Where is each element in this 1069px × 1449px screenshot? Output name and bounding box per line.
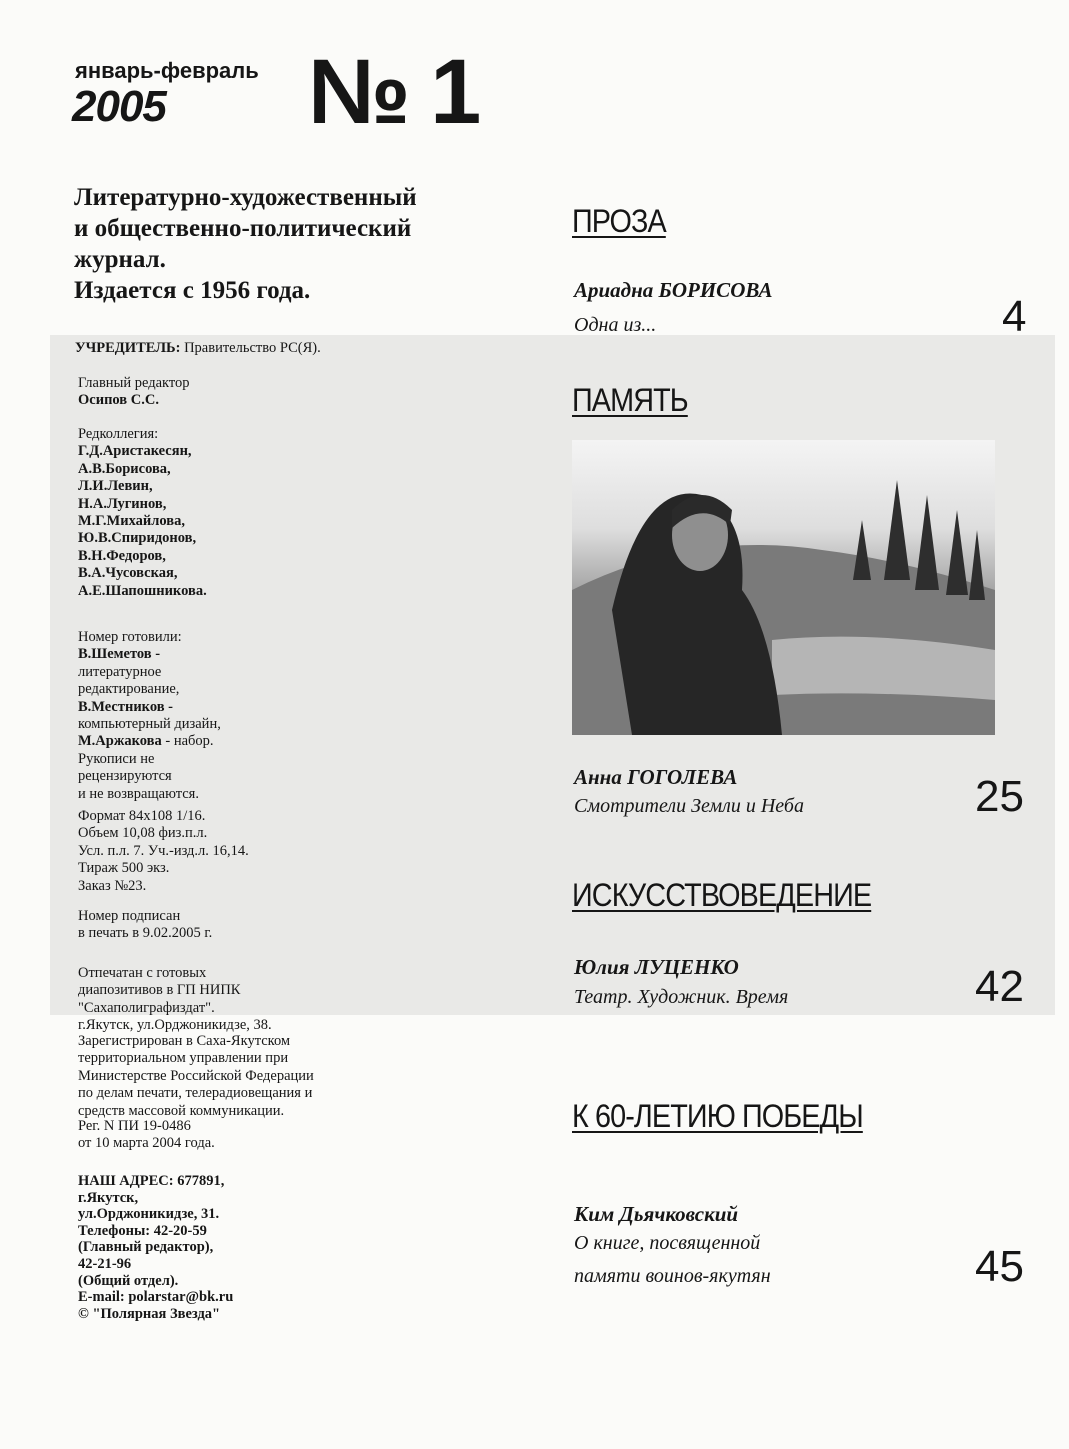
printer-info <box>78 965 272 1035</box>
text-line: Рукописи не <box>78 751 155 767</box>
text-line: Зарегистрирован в Саха-Якутском <box>78 1033 291 1049</box>
text-line: 42-21-96 <box>78 1255 132 1272</box>
author: Юлия ЛУЦЕНКО <box>574 955 739 979</box>
board-member: В.А.Чусовская, <box>78 565 178 582</box>
article-title: Театр. Художник. Время <box>574 986 789 1008</box>
text-line: Тираж 500 экз. <box>78 860 170 877</box>
text-line: по делам печати, телерадиовещания и <box>78 1085 313 1102</box>
page-number: 42 <box>975 962 1024 1011</box>
staff-line: литературное <box>78 663 162 680</box>
board-member: М.Г.Михайлова, <box>78 513 185 530</box>
text-line: E-mail: polarstar@bk.ru <box>78 1289 234 1306</box>
staff-line: В.Местников - <box>78 698 174 715</box>
text-line: г.Якутск, ул.Орджоникидзе, 38. <box>78 1017 272 1034</box>
board-member: Г.Д.Аристакесян, <box>78 443 192 460</box>
article-title: Одна из... <box>574 314 657 336</box>
section-proza: ПРОЗА <box>572 203 666 239</box>
page-number: 25 <box>975 772 1024 821</box>
journal-description: Литературно-художественный и общественно-политический журнал. Издается с 1956 года. <box>74 184 417 304</box>
issue-year: 2005 <box>72 82 166 131</box>
section-pamyat: ПАМЯТЬ <box>572 382 688 418</box>
text-line: территориальном управлении при <box>78 1050 289 1067</box>
page-number: 45 <box>975 1242 1024 1291</box>
text-line: Усл. п.л. 7. Уч.-изд.л. 16,14. <box>78 842 249 859</box>
author: Ариадна БОРИСОВА <box>574 278 773 302</box>
board-member: В.Н.Федоров, <box>78 547 166 564</box>
text-line: рецензируются <box>78 768 172 785</box>
text-line: Объем 10,08 физ.п.л. <box>78 825 208 842</box>
text-line: Заказ №23. <box>78 877 147 894</box>
board-member: Ю.В.Спиридонов, <box>78 530 197 547</box>
text-line: Отпечатан с готовых <box>78 965 207 981</box>
author: Ким Дьячковский <box>574 1202 739 1226</box>
staff-line: компьютерный дизайн, <box>78 716 221 733</box>
staff-line: В.Шеметов - <box>78 646 161 663</box>
text-line: и не возвращаются. <box>78 785 199 802</box>
chief-editor: Главный редактор Осипов С.С. <box>78 375 190 409</box>
text-line: Министерстве Российской Федерации <box>78 1067 314 1084</box>
format-info <box>78 808 249 895</box>
issue-number: № 1 <box>308 41 479 143</box>
text-line: ул.Орджоникидзе, 31. <box>78 1206 220 1223</box>
issue-months: январь-февраль <box>75 58 259 83</box>
board-member: А.Е.Шапошникова. <box>78 582 207 599</box>
staff-line: редактирование, <box>78 681 180 698</box>
address <box>78 1173 233 1322</box>
text-line: Рег. N ПИ 19-0486 <box>78 1118 191 1134</box>
page-number: 4 <box>1002 292 1027 341</box>
text-line: "Сахаполиграфиздат". <box>78 999 215 1016</box>
founder: УЧРЕДИТЕЛЬ: Правительство РС(Я). <box>75 340 321 356</box>
text-line: © "Полярная Звезда" <box>78 1305 221 1322</box>
text-line: от 10 марта 2004 года. <box>78 1135 215 1152</box>
text-line: диапозитивов в ГП НИПК <box>78 982 241 999</box>
board-member: А.В.Борисова, <box>78 460 171 477</box>
article-title: О книге, посвященной <box>574 1232 761 1254</box>
section-iskusstvovedenie: ИСКУССТВОВЕДЕНИЕ <box>572 877 872 913</box>
text-line: г.Якутск, <box>78 1189 139 1206</box>
prepared-by: Номер готовили: В.Шеметов - литературное редактирование, В.Местников - компьютерный дизайн, М.Аржакова - набор. <box>78 629 221 750</box>
photo-woman-landscape <box>572 440 995 735</box>
registration-number <box>78 1118 215 1153</box>
text-line: Номер подписан <box>78 908 181 924</box>
registration-info <box>78 1033 314 1120</box>
article-title: Смотрители Земли и Неба <box>574 795 804 817</box>
text-line: (Главный редактор), <box>78 1239 214 1256</box>
author: Анна ГОГОЛЕВА <box>574 765 738 789</box>
board-member: Л.И.Левин, <box>78 478 153 495</box>
text-line: НАШ АДРЕС: 677891, <box>78 1173 225 1189</box>
text-line: (Общий отдел). <box>78 1272 179 1289</box>
signed-info <box>78 908 212 943</box>
text-line: в печать в 9.02.2005 г. <box>78 925 213 942</box>
board-member: Н.А.Лугинов, <box>78 495 167 512</box>
article-title-line2: памяти воинов-якутян <box>574 1265 771 1287</box>
text-line: Телефоны: 42-20-59 <box>78 1222 207 1239</box>
manuscripts-note <box>78 751 199 803</box>
editorial-board: Редколлегия: Г.Д.Аристакесян, А.В.Борисова, Л.И.Левин, Н.А.Лугинов, М.Г.Михайлова, Ю.В.Спиридонов, В.Н.Федоров, В.А.Чусовская, А.Е.Шапошникова. <box>78 426 207 599</box>
staff-line: М.Аржакова - набор. <box>78 733 214 750</box>
text-line: средств массовой коммуникации. <box>78 1102 285 1119</box>
text-line: Формат 84х108 1/16. <box>78 808 206 824</box>
section-60-letiyu-pobedy: К 60-ЛЕТИЮ ПОБЕДЫ <box>572 1098 863 1134</box>
